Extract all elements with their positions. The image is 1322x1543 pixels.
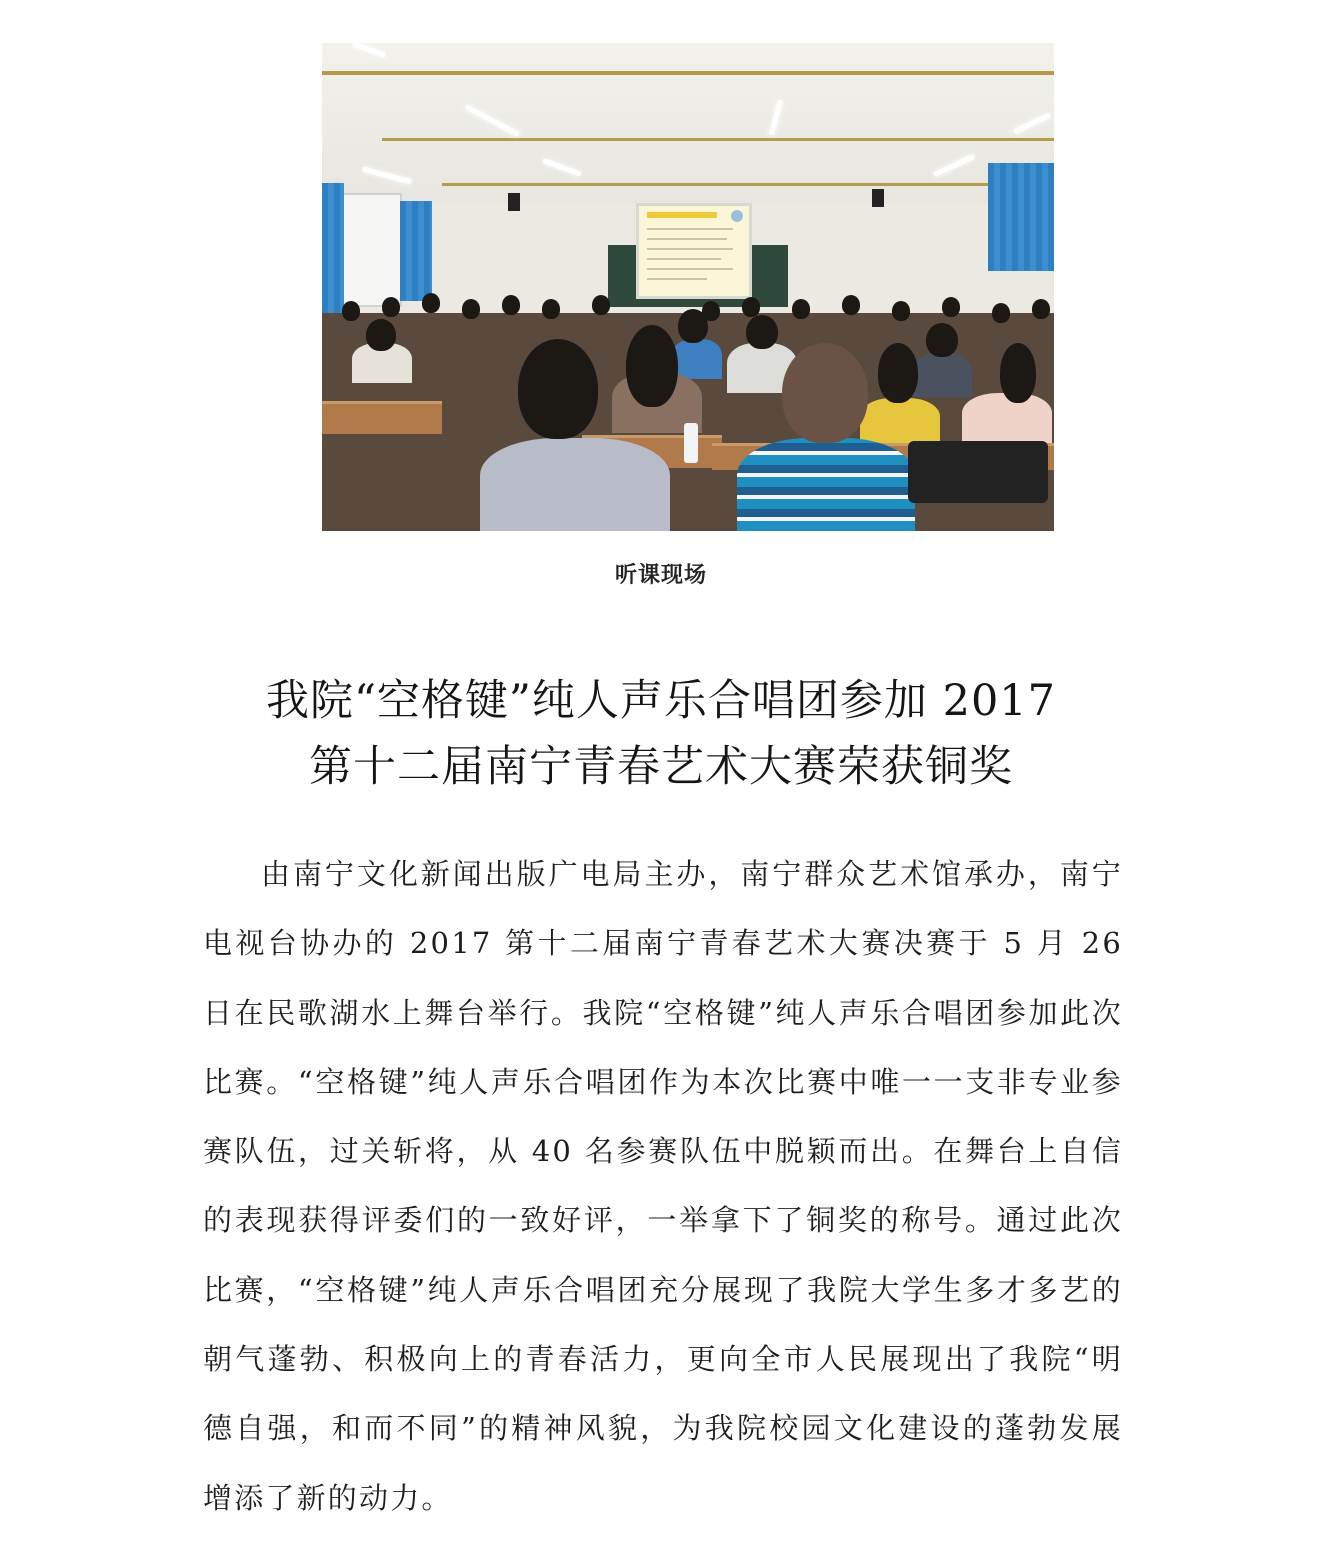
bag: [908, 441, 1048, 503]
desk: [322, 401, 442, 434]
water-bottle: [684, 423, 698, 463]
ceiling-beam: [442, 183, 1002, 186]
window: [342, 193, 402, 307]
title-line-2: 第十二届南宁青春艺术大赛荣获铜奖: [309, 742, 1013, 792]
title-line-1: 我院“空格键”纯人声乐合唱团参加 2017: [265, 676, 1057, 726]
speaker: [508, 193, 520, 211]
article-title: [180, 668, 1142, 800]
projection-screen: [636, 203, 752, 299]
curtain: [988, 163, 1054, 271]
classroom-photo: [322, 43, 1054, 531]
ceiling-beam: [382, 138, 1054, 141]
curtain: [400, 201, 432, 301]
curtain: [322, 183, 344, 313]
ceiling-beam: [322, 71, 1054, 75]
speaker: [872, 189, 884, 207]
article-paragraph: 由南宁文化新闻出版广电局主办，南宁群众艺术馆承办，南宁电视台协办的 2017 第十二届南宁青春艺术大赛决赛于 5 月 26 日在民歌湖水上舞台举行。我院“空格键”纯人声乐合唱团参加此次比赛。“空格键”纯人声乐合唱团作为本次比赛中唯一一支非专业参赛队伍，过关斩将，从 40 名参赛队伍中脱颖而出。在舞台上自信的表现获得评委们的一致好评，一举拿下了铜奖的称号。通过此次比赛，“空格键”纯人声乐合唱团充分展现了我院大学生多才多艺的朝气蓬勃、积极向上的青春活力，更向全市人民展现出了我院“明德自强，和而不同”的精神风貌，为我院校园文化建设的蓬勃发展增添了新的动力。: [203, 857, 1123, 1515]
article-body: [203, 840, 1123, 1533]
photo-caption: 听课现场: [614, 563, 707, 588]
